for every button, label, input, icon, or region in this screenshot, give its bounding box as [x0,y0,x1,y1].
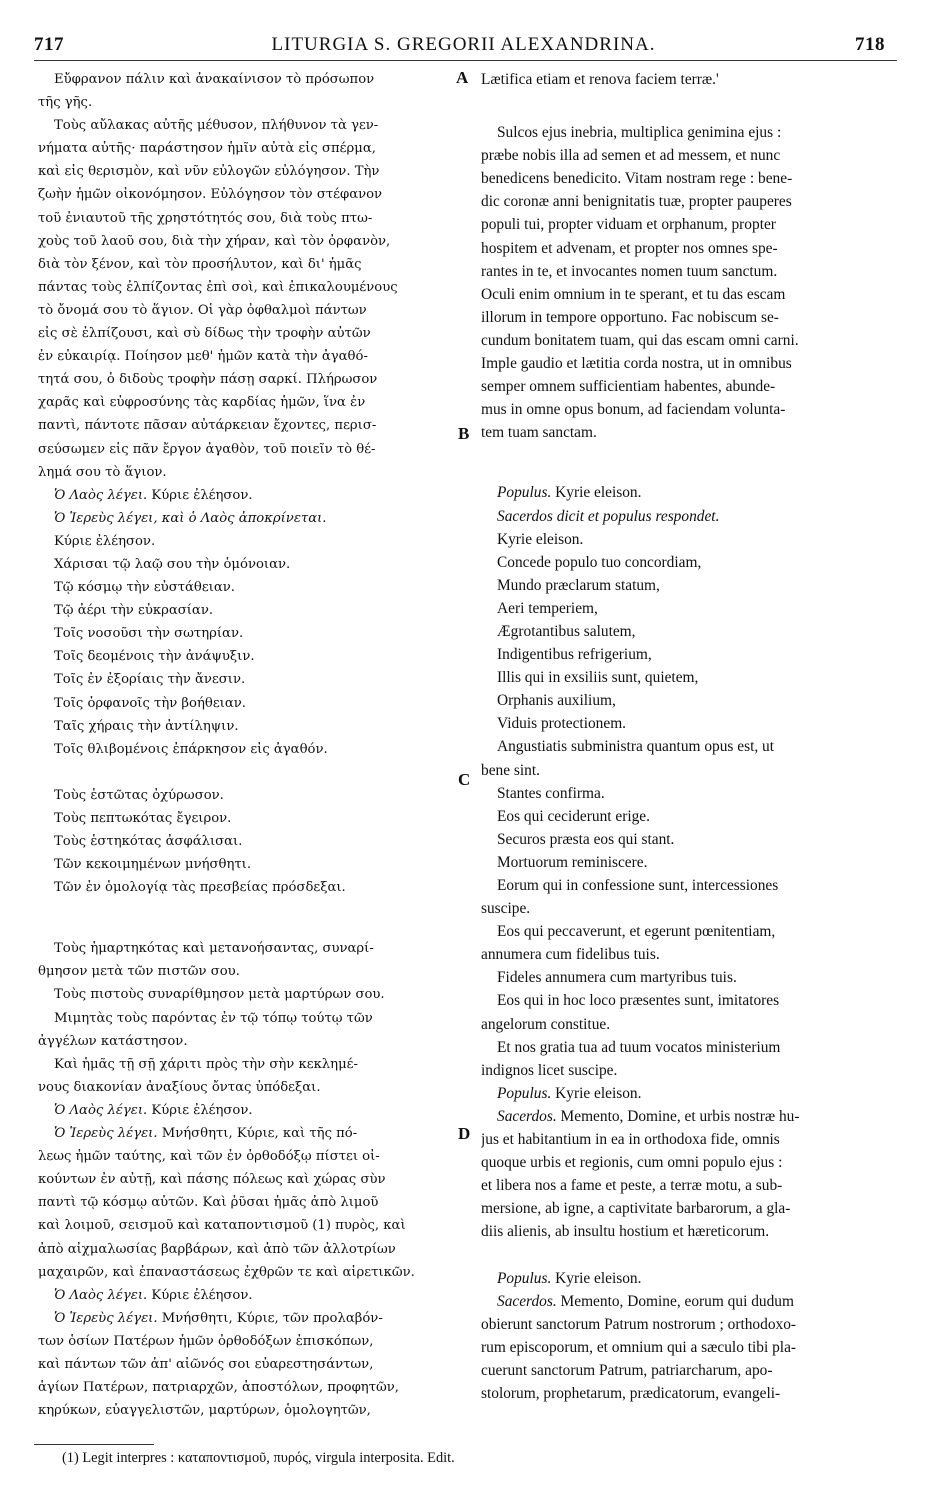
rubric-role: Sacerdos. [497,1292,557,1310]
text-line: λεως ἡμῶν ταύτης, καὶ τῶν ἐν ὀρθοδόξῳ πίστει οἰ- [38,1149,380,1165]
text-line: κούντων ἐν αὐτῇ, καὶ πάσης πόλεως καὶ χώρας σὺν [38,1172,386,1188]
litany-line: Ægrotantibus salutem, [497,622,636,640]
text-line: σεύσωμεν εἰς πᾶν ἔργον ἀγαθὸν, τοῦ ποιεῖν τὸ θέ- [38,441,376,457]
text-line: χοὺς τοῦ λαοῦ σου, διὰ τὴν χήραν, καὶ τὸν ὀρφανὸν, [38,233,391,249]
litany-line: Mundo præclarum statum, [497,576,660,594]
text-line: semper omnem sufficientiam habentes, abunde- [481,378,776,396]
spacer [38,899,456,937]
rubric-line: Ὁ Ἱερεὺς λέγει, καὶ ὁ Λαὸς ἀποκρίνεται. [54,510,327,526]
text-line: χαρᾶς καὶ εὐφροσύνης τὰς καρδίας ἡμῶν, ἵνα ἐν [38,395,366,411]
litany-line: Τοὺς πεπτωκότας ἔγειρον. [54,810,232,826]
text-line: Τοὺς πιστοὺς συναρίθμησον μετὰ μαρτύρων σου. [54,987,385,1003]
text-line-rest: Μνήσθητι, Κύριε, τῶν προλαβόν- [157,1310,383,1326]
litany-line: Eos qui ceciderunt erige. [497,807,650,825]
latin-para-3 [481,920,891,1082]
greek-para-5 [38,1307,456,1422]
rubric-text: Kyrie eleison. [551,484,642,502]
litany-line: Τῷ κόσμῳ τὴν εὐστάθειαν. [54,580,235,596]
text-line: hospitem et advenam, et propter nos omnes spe- [481,239,778,257]
litany-line: Τῷ ἀέρι τὴν εὐκρασίαν. [54,603,214,619]
text-line: indignos licet suscipe. [481,1061,618,1079]
greek-litany-1 [38,530,456,761]
rubric-role: Populus. [497,484,552,502]
text-line: Imple gaudio et lætitia corda nostra, ut in omnibus [481,355,792,373]
rubric-line: Sacerdos dicit et populus respondet. [497,507,720,525]
rubric-text: Κύριε ἐλέησον. [147,1102,253,1118]
greek-para-1 [38,68,456,114]
litany-line: bene sint. [481,761,540,779]
text-line: Fideles annumera cum martyribus tuis. [497,969,737,987]
running-title: LITURGIA S. GREGORII ALEXANDRINA. [271,34,656,55]
text-line: τητά σου, ὁ διδοὺς τροφὴν πάσῃ σαρκί. Πλήρωσον [38,372,378,388]
text-line: præbe nobis illa ad semen et ad messem, et nunc [481,147,781,165]
litany-line: Angustiatis subministra quantum opus est, ut [497,738,775,756]
litany-line: Aeri temperiem, [497,599,598,617]
text-line: stolorum, prophetarum, prædicatorum, evangeli- [481,1384,781,1402]
latin-para-2 [481,121,891,444]
latin-column [481,68,891,1405]
text-line: Lætifica etiam et renova faciem terræ.' [481,71,719,88]
rubric-line [38,1284,456,1307]
text-line: Καὶ ἡμᾶς τῇ σῇ χάριτι πρὸς τὴν σὴν κεκλημέ- [54,1056,358,1072]
footnote: (1) Legit interpres : καταποντισμοῦ, πυρός, virgula interposita. Edit. [62,1450,455,1466]
rubric-line [481,1267,891,1290]
text-line [38,1307,456,1330]
text-line: Et nos gratia tua ad tuum vocatos ministerium [497,1038,781,1056]
text-line: καὶ πάντων τῶν ἀπ' αἰῶνός σοι εὐαρεστησάντων, [38,1356,374,1372]
text-line: πάντας τοὺς ἐλπίζοντας ἐπὶ σοὶ, καὶ ἐπικαλουμένους [38,279,398,295]
rubric-role: Sacerdos. [497,1107,557,1125]
litany-line: Illis qui in exsiliis sunt, quietem, [497,669,699,687]
litany-line: Τοῖς θλιβομένοις ἐπάρκησον εἰς ἀγαθόν. [54,741,328,757]
footnote-rule [34,1444,154,1445]
text-line: παντὶ τῷ κόσμῳ αὐτῶν. Καὶ ῥῦσαι ἡμᾶς ἀπὸ λιμοῦ [38,1195,379,1211]
text-line [481,1105,891,1128]
litany-line: Τῶν ἐν ὁμολογίᾳ τὰς πρεσβείας πρόσδεξαι. [54,880,346,896]
rubric-role: Ὁ Λαὸς λέγει. [54,1102,148,1118]
latin-para-5 [481,1290,891,1405]
text-line: Eos qui in hoc loco præsentes sunt, imitatores [497,992,780,1010]
text-line: εἰς σὲ ἐλπίζουσι, καὶ σὺ δίδως τὴν τροφὴν αὐτῶν [38,326,371,342]
rubric-role: Populus. [497,1084,552,1102]
text-line: νήματα αὐτῆς· παράστησον ἡμῖν αὐτὰ εἰς σπέρμα, [38,141,376,157]
greek-litany-2 [38,784,456,899]
marker-b: B [458,424,470,443]
litany-line: Τοῖς δεομένοις τὴν ἀνάψυξιν. [54,649,255,665]
text-line: καὶ λοιμοῦ, σεισμοῦ καὶ καταποντισμοῦ (1) πυρὸς, καὶ [38,1218,406,1234]
text-line: benedicens benedicito. Vitam nostram rege : bene- [481,170,793,188]
text-line: καὶ εἰς θερισμὸν, καὶ νῦν εὐλογῶν εὐλόγησον. Τὴν [38,164,380,180]
text-line: των ὁσίων Πατέρων ἡμῶν ὀρθοδόξων ἐπισκόπων, [38,1333,374,1349]
text-line: ζωὴν ἡμῶν οἰκονόμησον. Εὐλόγησον τὸν στέφανον [38,187,383,203]
text-line: Τοὺς ἡμαρτηκότας καὶ μετανοήσαντας, συναρί- [54,941,374,957]
spacer [481,91,891,121]
text-line: dic coronæ anni benignitatis tuæ, propter pauperes [481,193,792,211]
text-line: τῆς γῆς. [38,95,93,111]
litany-line: Τῶν κεκοιμημένων μνήσθητι. [54,857,252,873]
marker-a: A [456,68,469,87]
text-line [481,1290,891,1313]
rubric-role: Ὁ Ἱερεὺς λέγει. [54,1126,158,1142]
spacer [38,761,456,784]
text-line: ἁγίων Πατέρων, πατριαρχῶν, ἀποστόλων, προφητῶν, [38,1380,399,1396]
rubric-line [38,1099,456,1122]
text-line: μαχαιρῶν, καὶ ἐπαναστάσεως ἐχθρῶν τε καὶ αἱρετικῶν. [38,1264,415,1280]
litany-line: Orphanis auxilium, [497,692,616,710]
rubric-role: Ὁ Ἱερεὺς λέγει. [54,1310,158,1326]
text-line: λημά σου τὸ ἅγιον. [38,464,167,480]
latin-para-1 [481,68,891,91]
text-line: Εὔφρανον πάλιν καὶ ἀνακαίνισον τὸ πρόσωπον [54,72,375,87]
text-line: cuerunt sanctorum Patrum, patriarcharum, apo- [481,1361,773,1379]
text-line: obierunt sanctorum Patrum nostrorum ; orthodoxo- [481,1315,797,1333]
litany-line: Χάρισαι τῷ λαῷ σου τὴν ὁμόνοιαν. [54,556,291,572]
rubric-text: Kyrie eleison. [551,1269,642,1287]
litany-line: Τοῖς ἐν ἐξορίαις τὴν ἄνεσιν. [54,672,246,688]
rubric-text: Kyrie eleison. [551,1084,642,1102]
marker-d: D [458,1124,471,1143]
litany-line: Stantes confirma. [497,784,605,802]
text-line: ἐν εὐκαιρίᾳ. Ποίησον μεθ' ἡμῶν κατὰ τὴν ἀγαθό- [38,349,368,365]
text-line: παντὶ, πάντοτε πᾶσαν αὐτάρκειαν ἔχοντες, περισ- [38,418,377,434]
marker-c: C [458,770,471,789]
litany-line: Τοὺς ἑστηκότας ἀσφάλισαι. [54,834,243,849]
text-line-rest: Μνήσθητι, Κύριε, καὶ τῆς πό- [157,1126,358,1142]
rubric-line [481,481,891,504]
text-line: ἀπὸ αἰχμαλωσίας βαρβάρων, καὶ ἀπὸ τῶν ἀλλοτρίων [38,1241,396,1257]
latin-para-4 [481,1105,891,1244]
text-line: mersione, ab igne, a captivitate barbarorum, a gla- [481,1200,791,1218]
text-line: τὸ ὄνομά σου τὸ ἅγιον. Οἱ γὰρ ὀφθαλμοὶ πάντων [38,302,367,318]
spacer [481,1244,891,1267]
text-line: et libera nos a fame et peste, a terræ motu, a sub- [481,1177,783,1195]
running-header [30,34,897,58]
litany-line: Κύριε ἐλέησον. [54,533,156,549]
litany-line: Securos præsta eos qui stant. [497,830,675,848]
greek-para-3 [38,937,456,1099]
text-line [38,1122,456,1145]
spacer [481,444,891,481]
rubric-role: Populus. [497,1269,552,1287]
greek-para-2 [38,114,456,484]
text-line: illorum in tempore opportuno. Fac nobiscum se- [481,308,779,326]
rubric-line [481,1082,891,1105]
text-line: διὰ τὸν ξένον, καὶ τὸν προσήλυτον, καὶ δι' ἡμᾶς [38,256,362,272]
text-line: annumera cum fidelibus tuis. [481,946,660,964]
text-line-rest: Memento, Domine, eorum qui dudum [556,1292,794,1310]
text-line: Oculi enim omnium in te sperant, et tu das escam [481,285,786,303]
litany-line: Indigentibus refrigerium, [497,646,652,664]
latin-litany-2 [481,782,891,921]
latin-litany-1 [481,528,891,782]
header-rule [34,60,897,61]
text-line: rantes in te, et invocantes nomen tuum sanctum. [481,262,778,280]
rubric-role: Ὁ Λαὸς λέγει. [54,487,148,503]
text-line: diis alienis, ab insultu hostium et hæreticorum. [481,1223,770,1241]
text-line: mus in omne opus bonum, ad faciendam volunta- [481,401,786,419]
text-line-rest: Memento, Domine, et urbis nostræ hu- [556,1107,800,1125]
litany-line: Viduis protectionem. [497,715,627,733]
rubric-text: Κύριε ἐλέησον. [147,1287,253,1303]
litany-line: Ταῖς χήραις τὴν ἀντίληψιν. [54,718,239,734]
rubric-line [38,484,456,507]
text-line: ἀγγέλων κατάστησον. [38,1033,188,1049]
litany-line: Τοῖς ὀρφανοῖς τὴν βοήθειαν. [54,695,246,711]
text-line: Eos qui peccaverunt, et egerunt pœnitentiam, [497,923,776,941]
litany-line: Mortuorum reminiscere. [497,853,648,871]
text-line: θμησον μετὰ τῶν πιστῶν σου. [38,964,240,980]
text-line: cundum bonitatem tuam, qui das escam omni carni. [481,331,799,349]
text-line: τοῦ ἐνιαυτοῦ τῆς χρηστότητός σου, διὰ τοὺς πτω- [38,210,373,226]
page-number-left: 717 [34,34,64,55]
greek-column [38,68,456,1422]
text-line: νους διακονίαν ἀναξίους ὄντας ὑπόδεξαι. [38,1079,321,1095]
text-line: tem tuam sanctam. [481,424,597,442]
litany-line: Τοῖς νοσοῦσι τὴν σωτηρίαν. [54,626,244,642]
page-number-right: 718 [855,34,885,55]
text-line: angelorum constitue. [481,1015,611,1033]
text-line: Μιμητὰς τοὺς παρόντας ἐν τῷ τόπῳ τούτῳ τῶν [54,1010,373,1026]
litany-line: Eorum qui in confessione sunt, intercessiones [497,877,779,894]
litany-line: Τοὺς ἑστῶτας ὀχύρωσον. [54,787,224,803]
litany-line: Concede populo tuo concordiam, [497,553,702,571]
text-line: quoque urbis et regionis, cum omni populo ejus : [481,1154,783,1172]
text-line: Sulcos ejus inebria, multiplica genimina ejus : [497,124,782,142]
text-line: rum episcoporum, et omnium qui a sæculo tibi pla- [481,1338,797,1356]
text-line: jus et habitantium in ea in orthodoxa fide, omnis [481,1131,780,1149]
litany-line: Kyrie eleison. [497,530,584,548]
text-line: populi tui, propter viduam et orphanum, propter [481,216,776,234]
rubric-role: Ὁ Λαὸς λέγει. [54,1287,148,1303]
litany-line: suscipe. [481,900,531,918]
greek-para-4 [38,1122,456,1284]
text-line: κηρύκων, εὐαγγελιστῶν, μαρτύρων, ὁμολογητῶν, [38,1403,371,1419]
text-line: Τοὺς αὔλακας αὐτῆς μέθυσον, πλήθυνον τὰ γεν- [54,118,379,134]
rubric-text: Κύριε ἐλέησον. [147,487,253,503]
